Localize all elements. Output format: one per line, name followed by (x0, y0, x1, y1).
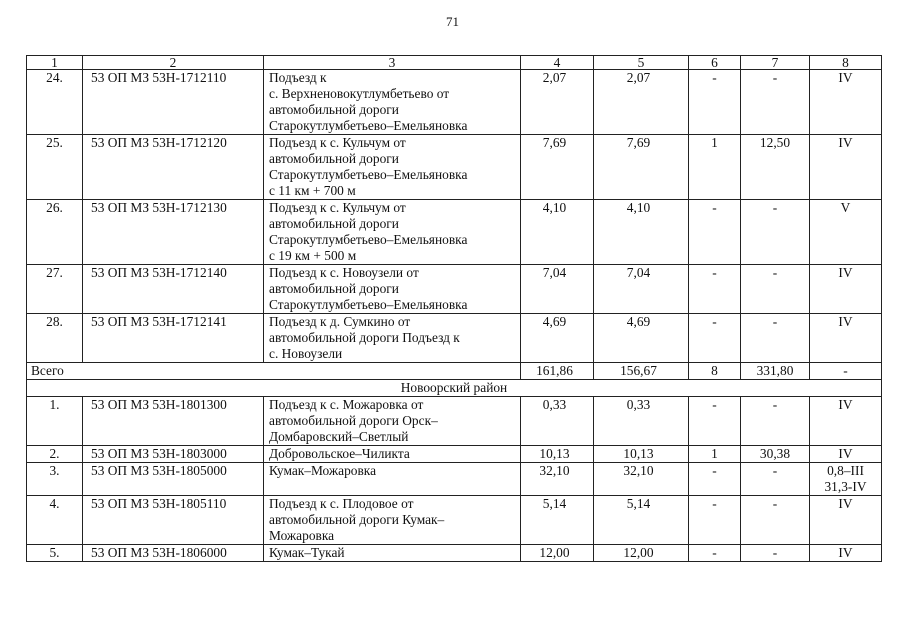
row-number: 4. (27, 496, 83, 545)
total-row (27, 363, 882, 380)
total-c5: 156,67 (594, 363, 689, 380)
table-row (27, 314, 882, 363)
table-row (27, 135, 882, 200)
length-c4: 7,69 (521, 135, 594, 200)
road-name (264, 314, 521, 363)
road-name-line: с 19 км + 500 м (269, 248, 357, 263)
count-c6: - (689, 314, 741, 363)
road-name-line: Можаровка (269, 528, 335, 543)
road-name (264, 545, 521, 562)
road-name-line: автомобильной дороги (269, 281, 399, 296)
length-c5: 10,13 (594, 446, 689, 463)
table-row (27, 545, 882, 562)
total-c4: 161,86 (521, 363, 594, 380)
length-c5: 7,69 (594, 135, 689, 200)
roads-table (26, 55, 882, 562)
road-code: 53 ОП МЗ 53Н-1806000 (83, 545, 264, 562)
road-name-line: Подъезд к с. Кульчум от (269, 200, 406, 215)
category-line: 0,8–III (827, 463, 864, 478)
road-name-line: Подъезд к с. Новоузели от (269, 265, 419, 280)
count-c6: - (689, 463, 741, 496)
count-c6: - (689, 265, 741, 314)
column-number-row (27, 56, 882, 70)
row-number: 24. (27, 70, 83, 135)
col-header-8: 8 (810, 56, 882, 70)
road-name-line: Подъезд к с. Плодовое от (269, 496, 414, 511)
category-c8 (810, 463, 882, 496)
count-c6: - (689, 397, 741, 446)
value-c7: 12,50 (741, 135, 810, 200)
count-c6: - (689, 200, 741, 265)
table-row (27, 496, 882, 545)
length-c5: 4,69 (594, 314, 689, 363)
length-c4: 12,00 (521, 545, 594, 562)
col-header-5: 5 (594, 56, 689, 70)
length-c4: 32,10 (521, 463, 594, 496)
length-c5: 5,14 (594, 496, 689, 545)
section-title: Новоорский район (27, 380, 882, 397)
col-header-6: 6 (689, 56, 741, 70)
row-number: 28. (27, 314, 83, 363)
road-code: 53 ОП МЗ 53Н-1712140 (83, 265, 264, 314)
road-code: 53 ОП МЗ 53Н-1712110 (83, 70, 264, 135)
length-c4: 4,10 (521, 200, 594, 265)
table-row (27, 397, 882, 446)
category-c8 (810, 314, 882, 363)
category-line: IV (838, 496, 853, 511)
value-c7: - (741, 545, 810, 562)
col-header-1: 1 (27, 56, 83, 70)
category-line: IV (838, 265, 853, 280)
length-c4: 2,07 (521, 70, 594, 135)
row-number: 2. (27, 446, 83, 463)
table-row (27, 70, 882, 135)
count-c6: - (689, 496, 741, 545)
length-c5: 7,04 (594, 265, 689, 314)
col-header-4: 4 (521, 56, 594, 70)
road-name-line: автомобильной дороги Подъезд к (269, 330, 460, 345)
count-c6: - (689, 70, 741, 135)
value-c7: - (741, 265, 810, 314)
length-c5: 12,00 (594, 545, 689, 562)
district-rows-top (27, 70, 882, 363)
category-line: IV (838, 135, 853, 150)
road-name (264, 446, 521, 463)
length-c4: 0,33 (521, 397, 594, 446)
category-c8 (810, 397, 882, 446)
category-line: IV (838, 545, 853, 560)
value-c7: - (741, 397, 810, 446)
total-c7: 331,80 (741, 363, 810, 380)
row-number: 5. (27, 545, 83, 562)
col-header-3: 3 (264, 56, 521, 70)
road-name-line: с 11 км + 700 м (269, 183, 356, 198)
value-c7: - (741, 463, 810, 496)
category-line: V (840, 200, 851, 215)
value-c7: 30,38 (741, 446, 810, 463)
row-number: 27. (27, 265, 83, 314)
category-c8 (810, 135, 882, 200)
length-c5: 0,33 (594, 397, 689, 446)
total-label: Всего (27, 363, 521, 380)
count-c6: 1 (689, 135, 741, 200)
road-name-line: Добровольское–Чиликта (269, 446, 410, 461)
road-name-line: Кумак–Можаровка (269, 463, 377, 478)
row-number: 1. (27, 397, 83, 446)
road-name-line: с. Новоузели (269, 346, 343, 361)
count-c6: 1 (689, 446, 741, 463)
length-c4: 5,14 (521, 496, 594, 545)
length-c5: 2,07 (594, 70, 689, 135)
road-name-line: Кумак–Тукай (269, 545, 345, 560)
length-c5: 4,10 (594, 200, 689, 265)
total-c8: - (810, 363, 882, 380)
category-line: IV (838, 70, 853, 85)
road-name (264, 397, 521, 446)
row-number: 25. (27, 135, 83, 200)
road-name-line: Подъезд к с. Кульчум от (269, 135, 406, 150)
category-c8 (810, 70, 882, 135)
value-c7: - (741, 70, 810, 135)
category-c8 (810, 496, 882, 545)
table-row (27, 265, 882, 314)
col-header-7: 7 (741, 56, 810, 70)
district-rows-bottom (27, 397, 882, 562)
category-c8 (810, 265, 882, 314)
road-name-line: автомобильной дороги Орск– (269, 413, 438, 428)
road-name-line: Домбаровский–Светлый (269, 429, 409, 444)
road-name-line: Подъезд к с. Можаровка от (269, 397, 424, 412)
section-row (27, 380, 882, 397)
length-c5: 32,10 (594, 463, 689, 496)
length-c4: 7,04 (521, 265, 594, 314)
road-name-line: Подъезд к д. Сумкино от (269, 314, 411, 329)
road-name-line: Старокутлумбетьево–Емельяновка (269, 118, 468, 133)
road-code: 53 ОП МЗ 53Н-1712120 (83, 135, 264, 200)
road-code: 53 ОП МЗ 53Н-1801300 (83, 397, 264, 446)
col-header-2: 2 (83, 56, 264, 70)
road-name-line: автомобильной дороги (269, 102, 399, 117)
road-name-line: Старокутлумбетьево–Емельяновка (269, 232, 468, 247)
table-row (27, 463, 882, 496)
count-c6: - (689, 545, 741, 562)
road-name-line: с. Верхненовокутлумбетьево от (269, 86, 450, 101)
value-c7: - (741, 314, 810, 363)
category-c8 (810, 545, 882, 562)
road-name-line: автомобильной дороги (269, 151, 399, 166)
road-name (264, 200, 521, 265)
road-name-line: автомобильной дороги Кумак– (269, 512, 445, 527)
category-line: IV (838, 446, 853, 461)
table-row (27, 446, 882, 463)
road-name-line: Старокутлумбетьево–Емельяновка (269, 167, 468, 182)
category-line: IV (838, 314, 853, 329)
road-name (264, 265, 521, 314)
length-c4: 10,13 (521, 446, 594, 463)
length-c4: 4,69 (521, 314, 594, 363)
road-code: 53 ОП МЗ 53Н-1803000 (83, 446, 264, 463)
road-name (264, 496, 521, 545)
road-name (264, 463, 521, 496)
table-row (27, 200, 882, 265)
category-line: IV (838, 397, 853, 412)
road-name-line: автомобильной дороги (269, 216, 399, 231)
page-number: 71 (446, 14, 459, 29)
row-number: 26. (27, 200, 83, 265)
category-c8 (810, 446, 882, 463)
road-code: 53 ОП МЗ 53Н-1712130 (83, 200, 264, 265)
road-code: 53 ОП МЗ 53Н-1805110 (83, 496, 264, 545)
road-name (264, 70, 521, 135)
value-c7: - (741, 496, 810, 545)
value-c7: - (741, 200, 810, 265)
road-name-line: Старокутлумбетьево–Емельяновка (269, 297, 468, 312)
category-line: 31,3-IV (824, 479, 867, 494)
total-c6: 8 (689, 363, 741, 380)
road-code: 53 ОП МЗ 53Н-1712141 (83, 314, 264, 363)
road-name-line: Подъезд к (269, 70, 327, 85)
row-number: 3. (27, 463, 83, 496)
road-code: 53 ОП МЗ 53Н-1805000 (83, 463, 264, 496)
category-c8 (810, 200, 882, 265)
road-name (264, 135, 521, 200)
